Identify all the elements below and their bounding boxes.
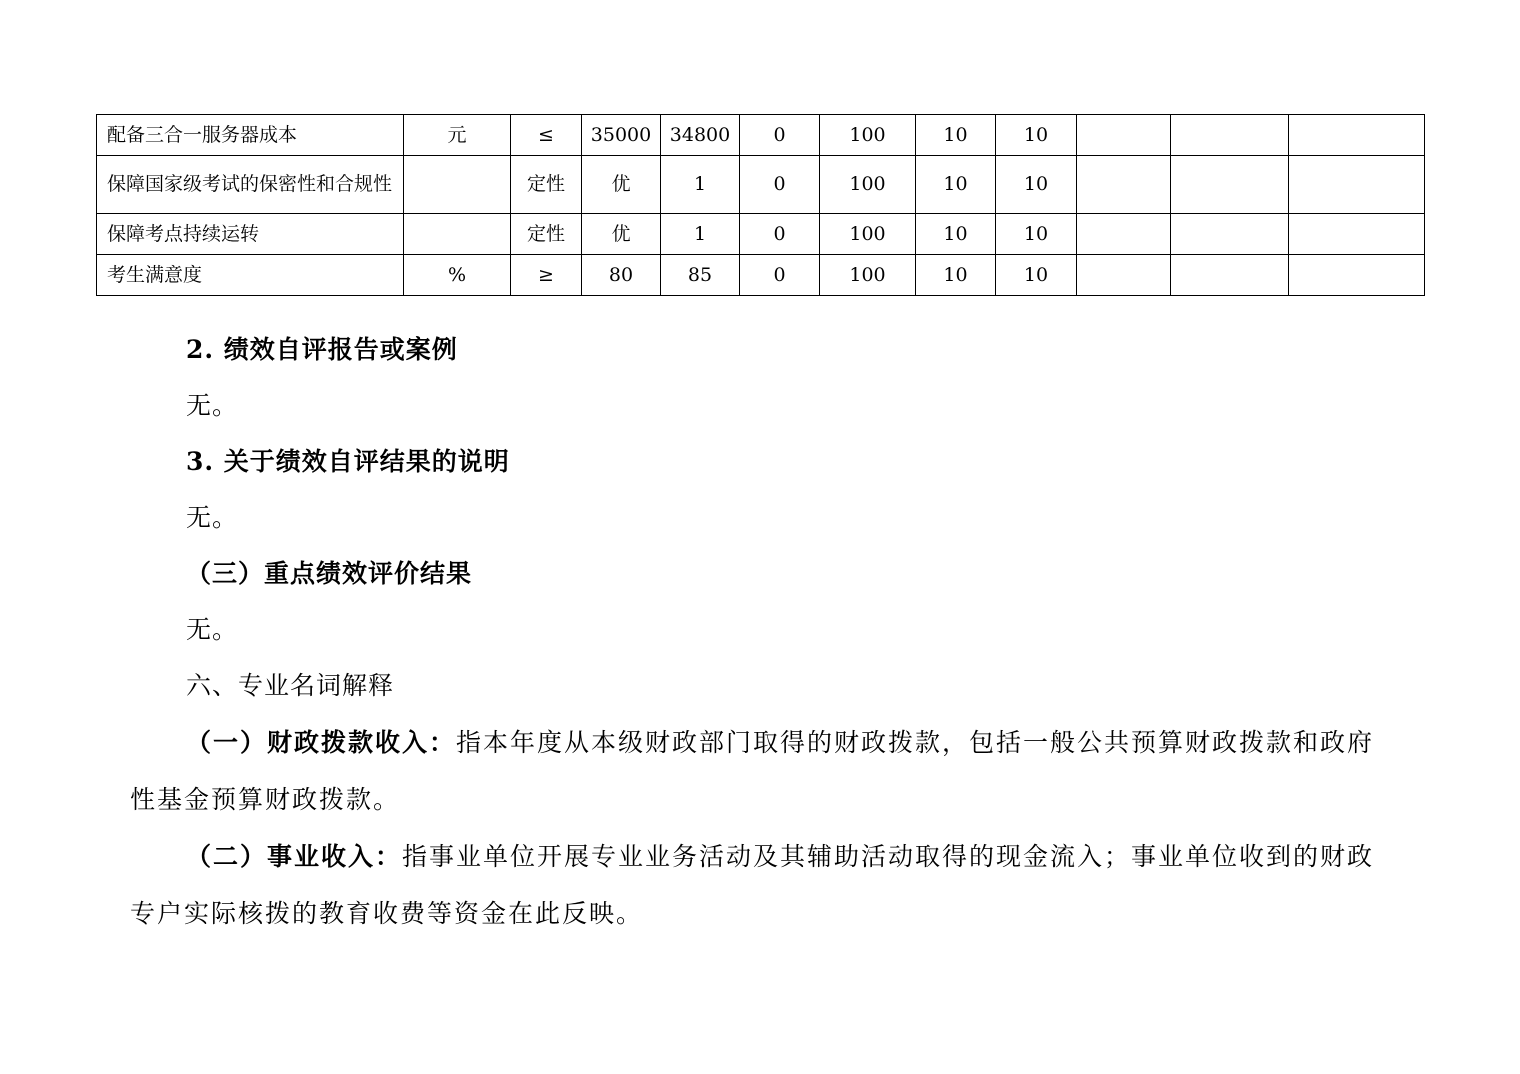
nature-cell: 定性 xyxy=(511,156,582,214)
actual-cell: 34800 xyxy=(661,115,740,156)
table-cell: 10 xyxy=(996,255,1077,296)
term-label: （二）事业收入： xyxy=(186,842,403,871)
table-cell xyxy=(1077,115,1171,156)
unit-cell: 元 xyxy=(404,115,511,156)
unit-cell xyxy=(404,214,511,255)
nature-cell: ≤ xyxy=(511,115,582,156)
target-cell: 优 xyxy=(582,156,661,214)
table-cell: 100 xyxy=(820,156,916,214)
indicator-cell: 考生满意度 xyxy=(97,255,404,296)
table-cell: 100 xyxy=(820,214,916,255)
glossary-term-business-income xyxy=(130,828,1392,942)
table-cell: 10 xyxy=(996,156,1077,214)
section-body-text: 无。 xyxy=(186,503,239,532)
indicator-cell: 配备三合一服务器成本 xyxy=(97,115,404,156)
target-cell: 80 xyxy=(582,255,661,296)
section-heading-key-evaluation-results: （三）重点绩效评价结果 xyxy=(186,559,473,588)
table-cell: 10 xyxy=(996,214,1077,255)
term-label: （一）财政拨款收入： xyxy=(186,728,457,757)
table-row xyxy=(97,115,1425,156)
indicator-cell: 保障国家级考试的保密性和合规性 xyxy=(97,156,404,214)
table-cell xyxy=(1077,255,1171,296)
indicator-cell: 保障考点持续运转 xyxy=(97,214,404,255)
table-row xyxy=(97,255,1425,296)
term-definition: 指事业单位开展专业业务活动及其辅助活动取得的现金流入；事业单位收到的财政专户实际核拨的教育收费等资金在此反映。 xyxy=(130,842,1375,928)
unit-cell: % xyxy=(404,255,511,296)
table-cell xyxy=(1289,115,1425,156)
table-cell xyxy=(1077,156,1171,214)
table-cell xyxy=(1289,214,1425,255)
section-body-text: 无。 xyxy=(186,615,239,644)
document-body xyxy=(130,322,1392,942)
term-definition: 指本年度从本级财政部门取得的财政拨款，包括一般公共预算财政拨款和政府性基金预算财政拨款。 xyxy=(130,728,1375,814)
section-heading-self-evaluation-explanation: 3. 关于绩效自评结果的说明 xyxy=(186,447,510,476)
glossary-term-fiscal-appropriation xyxy=(130,714,1392,828)
table-cell: 100 xyxy=(820,255,916,296)
target-cell: 优 xyxy=(582,214,661,255)
unit-cell xyxy=(404,156,511,214)
actual-cell: 85 xyxy=(661,255,740,296)
table-row xyxy=(97,214,1425,255)
table-row xyxy=(97,156,1425,214)
table-cell: 10 xyxy=(996,115,1077,156)
table-cell xyxy=(1171,255,1289,296)
actual-cell: 1 xyxy=(661,214,740,255)
table-cell: 100 xyxy=(820,115,916,156)
table-cell: 10 xyxy=(916,255,996,296)
table-cell xyxy=(1289,255,1425,296)
section-heading-glossary: 六、专业名词解释 xyxy=(186,671,395,700)
table-cell xyxy=(1171,115,1289,156)
table-cell: 10 xyxy=(916,156,996,214)
section-body-text: 无。 xyxy=(186,391,239,420)
table-cell: 0 xyxy=(740,214,820,255)
table-cell xyxy=(1077,214,1171,255)
nature-cell: 定性 xyxy=(511,214,582,255)
performance-indicator-table xyxy=(96,114,1425,296)
target-cell: 35000 xyxy=(582,115,661,156)
table-cell: 0 xyxy=(740,255,820,296)
nature-cell: ≥ xyxy=(511,255,582,296)
table-cell xyxy=(1171,214,1289,255)
table-cell: 10 xyxy=(916,214,996,255)
table-cell: 0 xyxy=(740,156,820,214)
table-cell: 10 xyxy=(916,115,996,156)
table-cell xyxy=(1289,156,1425,214)
section-heading-self-evaluation-report: 2. 绩效自评报告或案例 xyxy=(186,335,458,364)
table-cell xyxy=(1171,156,1289,214)
actual-cell: 1 xyxy=(661,156,740,214)
table-cell: 0 xyxy=(740,115,820,156)
